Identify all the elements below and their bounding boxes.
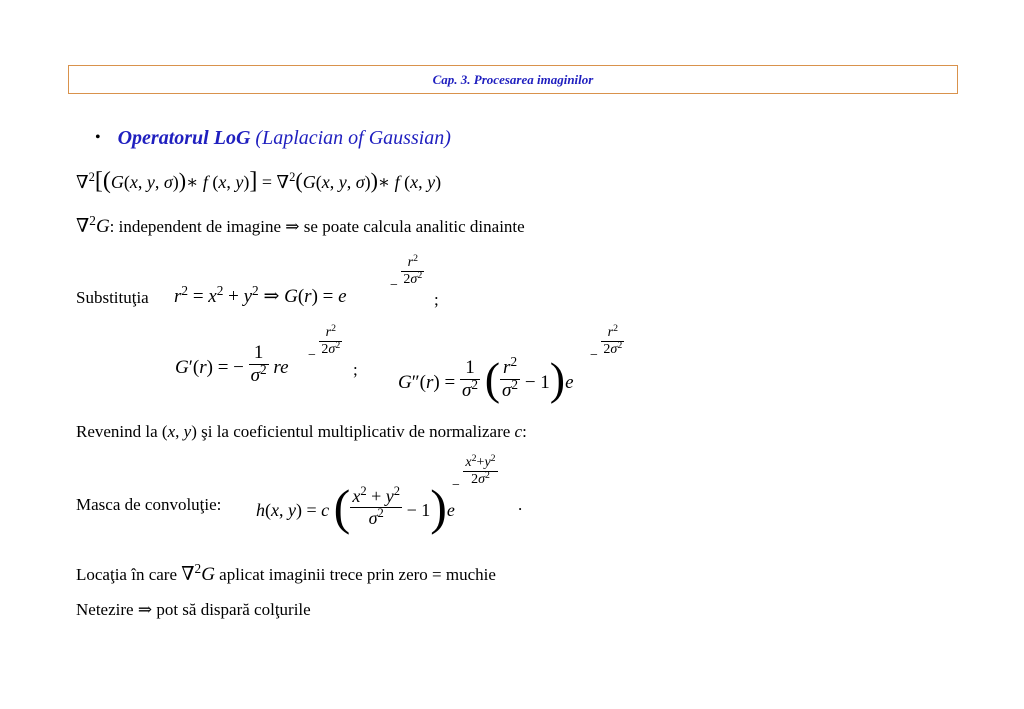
log-convolution-equation: ∇$^2$[(G(x, y, σ))∗ f (x, y)] = ∇$^2$(G(x, y, σ))∗ f (x, y) (76, 168, 442, 194)
semicolon-2: ; (353, 360, 358, 379)
section-heading (95, 127, 451, 150)
netezire-start-text: Netezire (76, 600, 134, 619)
mask-label: Masca de convoluţie: (76, 495, 222, 514)
period: . (518, 495, 523, 514)
revenind-text: Revenind la (76, 422, 158, 441)
substitution-equation: $r^2 = x^2 + y^2$ ⇒ G(r) = e (174, 282, 347, 307)
locatia-end-text: aplicat imaginii trece prin zero = muchie (219, 565, 496, 584)
chapter-header (68, 65, 958, 94)
netezire-end-text: pot să dispară colţurile (156, 600, 311, 619)
netezire-line (76, 600, 311, 620)
exponent-2: − $\frac{r^2}{2\sigma^2}$ (308, 322, 341, 363)
revenind-line: Revenind la (x, y) şi la coeficientul multiplicativ de normalizare c: (76, 422, 527, 441)
exponent-1: − $\frac{r^2}{2\sigma^2}$ (390, 252, 423, 293)
locatia-start-text: Locaţia în care (76, 565, 177, 584)
chapter-title: Cap. 3. Procesarea imaginilor (432, 72, 594, 87)
independent-line: ∇$^2$G: independent de imagine ⇒ se poate calcula analitic dinainte (76, 212, 525, 237)
first-derivative: G′(r) = − $\frac{1}{\sigma^2}$ re (175, 342, 289, 386)
independent-text: : independent de imagine (109, 217, 282, 236)
second-derivative: G″(r) = $\frac{1}{\sigma^2}$ ( $\frac{r^2}{\sigma^2}$ − 1)e (398, 353, 574, 404)
bullet: • (95, 129, 101, 146)
section-title-rest: (Laplacian of Gaussian) (255, 127, 451, 149)
revenind-mid-text: şi la coeficientul multiplicativ de normalizare (201, 422, 511, 441)
mask-equation: h(x, y) = c ( $\frac{x^2 + y^2}{\sigma^2}$ − 1)e (256, 479, 455, 535)
section-title-bold: Operatorul LoG (117, 127, 251, 149)
exponent-4: − $\frac{x^2+y^2}{2\sigma^2}$ (452, 452, 496, 493)
implies-icon: ⇒ (137, 600, 153, 619)
semicolon: ; (434, 290, 439, 309)
exponent-3: − $\frac{r^2}{2\sigma^2}$ (590, 322, 623, 363)
locatia-line: Locaţia în care ∇$^2$G aplicat imaginii trece prin zero = muchie (76, 560, 496, 585)
analytic-text: se poate calcula analitic dinainte (303, 217, 525, 236)
substitution-label: Substituţia (76, 288, 149, 307)
implies-icon: ⇒ (285, 217, 300, 236)
